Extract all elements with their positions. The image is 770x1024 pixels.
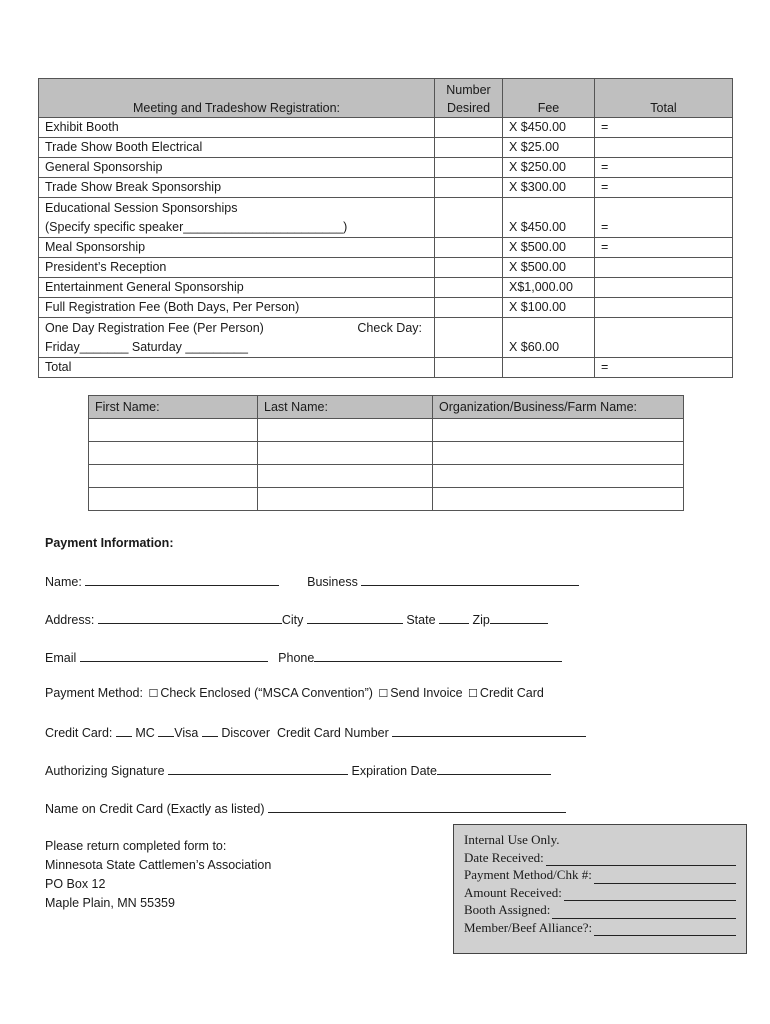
row-fee: X $450.00 [503, 198, 595, 238]
send-invoice-label: Send Invoice [390, 686, 463, 700]
last-name-cell[interactable] [258, 442, 433, 465]
payment-method-label: Payment Method: [45, 686, 143, 700]
internal-row [464, 866, 736, 884]
return-address [45, 837, 271, 913]
number-desired-cell[interactable] [435, 318, 503, 358]
expiration-field[interactable] [437, 762, 551, 775]
row-item: President’s Reception [39, 258, 435, 278]
payment-title: Payment Information: [45, 536, 174, 550]
booth-assigned-field[interactable] [552, 906, 736, 919]
email-field[interactable] [80, 649, 268, 662]
attendee-header-row [89, 396, 684, 419]
card-number-label: Credit Card Number [276, 726, 389, 740]
table-row [39, 238, 733, 258]
row-fee: X $500.00 [503, 238, 595, 258]
card-type-label: Credit Card: [45, 726, 113, 740]
last-name-cell[interactable] [258, 488, 433, 511]
city-field[interactable] [307, 611, 403, 624]
checkbox-icon[interactable]: ☐ [378, 688, 389, 700]
date-received-field[interactable] [546, 853, 736, 866]
payment-method-chk-label: Payment Method/Chk #: [464, 867, 592, 882]
table-row [89, 442, 684, 465]
internal-title [464, 831, 736, 849]
row-total[interactable]: = [595, 238, 733, 258]
internal-title-text: Internal Use Only. [464, 832, 560, 847]
booth-assigned-label: Booth Assigned: [464, 902, 551, 917]
row-item: Trade Show Booth Electrical [39, 138, 435, 158]
member-alliance-field[interactable] [594, 923, 736, 936]
row-item-line2: (Specify specific speaker_______________________) [45, 220, 348, 234]
name-label: Name: [45, 575, 82, 589]
number-desired-cell[interactable] [435, 238, 503, 258]
return-line: PO Box 12 [45, 877, 106, 891]
row-fee: X$1,000.00 [503, 278, 595, 298]
mc-label: MC [135, 726, 155, 740]
row-item: Meal Sponsorship [39, 238, 435, 258]
visa-field[interactable] [158, 724, 174, 737]
row-item [39, 198, 435, 238]
row-fee [503, 358, 595, 378]
business-field[interactable] [361, 573, 579, 586]
table-row [39, 118, 733, 138]
last-name-cell[interactable] [258, 465, 433, 488]
internal-row [464, 884, 736, 902]
table-row [39, 198, 733, 238]
internal-row [464, 849, 736, 867]
zip-field[interactable] [490, 611, 548, 624]
name-on-card-line [45, 800, 566, 816]
row-item: Full Registration Fee (Both Days, Per Person) [39, 298, 435, 318]
internal-row [464, 919, 736, 937]
row-item [39, 318, 435, 358]
one-day-label: One Day Registration Fee (Per Person) [45, 321, 264, 335]
organization-cell[interactable] [433, 488, 684, 511]
card-number-field[interactable] [392, 724, 586, 737]
mc-field[interactable] [116, 724, 132, 737]
visa-label: Visa [174, 726, 199, 740]
name-business-line [45, 573, 579, 589]
auth-signature-label: Authorizing Signature [45, 764, 165, 778]
state-field[interactable] [439, 611, 469, 624]
date-received-label: Date Received: [464, 849, 544, 865]
first-name-cell[interactable] [89, 419, 258, 442]
row-total[interactable]: = [595, 118, 733, 138]
internal-use-box [453, 824, 747, 954]
name-on-card-label: Name on Credit Card (Exactly as listed) [45, 802, 265, 816]
table-row [39, 258, 733, 278]
number-desired-cell[interactable] [435, 198, 503, 238]
row-total[interactable]: = [595, 178, 733, 198]
organization-cell[interactable] [433, 465, 684, 488]
checkbox-icon[interactable]: ☐ [148, 688, 159, 700]
table-row [89, 465, 684, 488]
row-total[interactable] [595, 278, 733, 298]
number-desired-cell[interactable] [435, 118, 503, 138]
header-number-desired: Number Desired [435, 79, 503, 118]
expiration-label: Expiration Date [351, 764, 437, 778]
header-first-name: First Name: [89, 396, 258, 419]
check-day-label: Check Day: [357, 321, 422, 335]
table-row [39, 358, 733, 378]
number-desired-cell[interactable] [435, 258, 503, 278]
header-last-name: Last Name: [258, 396, 433, 419]
organization-cell[interactable] [433, 442, 684, 465]
return-line: Maple Plain, MN 55359 [45, 896, 175, 910]
zip-label: Zip [472, 613, 490, 627]
payment-method-chk-field[interactable] [594, 871, 736, 884]
table-row [39, 318, 733, 358]
table-row [39, 158, 733, 178]
header-item: Meeting and Tradeshow Registration: [39, 79, 435, 118]
last-name-cell[interactable] [258, 419, 433, 442]
row-item-line1: Educational Session Sponsorships [45, 201, 238, 215]
credit-card-label: Credit Card [479, 686, 544, 700]
attendee-table [88, 395, 684, 511]
name-on-card-field[interactable] [268, 800, 566, 813]
payment-method-line [45, 686, 544, 700]
number-desired-cell[interactable] [435, 358, 503, 378]
return-line: Please return completed form to: [45, 839, 227, 853]
registration-header-row [39, 79, 733, 118]
row-total[interactable] [595, 298, 733, 318]
discover-label: Discover [221, 726, 270, 740]
header-organization: Organization/Business/Farm Name: [433, 396, 684, 419]
header-fee: Fee [503, 79, 595, 118]
authorization-line [45, 762, 551, 778]
row-fee: X $25.00 [503, 138, 595, 158]
email-label: Email [45, 651, 77, 665]
table-row [39, 298, 733, 318]
credit-card-line [45, 724, 586, 740]
first-name-cell[interactable] [89, 442, 258, 465]
row-item: Exhibit Booth [39, 118, 435, 138]
row-total[interactable]: = [595, 358, 733, 378]
row-total[interactable] [595, 258, 733, 278]
table-row [89, 488, 684, 511]
row-item: Total [39, 358, 435, 378]
name-field[interactable] [85, 573, 279, 586]
internal-row [464, 901, 736, 919]
row-item-line2[interactable]: Friday_______ Saturday _________ [45, 340, 248, 354]
header-total: Total [595, 79, 733, 118]
business-label: Business [307, 575, 358, 589]
table-row [39, 278, 733, 298]
phone-field[interactable] [314, 649, 562, 662]
first-name-cell[interactable] [89, 465, 258, 488]
row-item-line1 [45, 319, 434, 338]
row-total[interactable] [595, 318, 733, 358]
row-total[interactable] [595, 138, 733, 158]
phone-label: Phone [278, 651, 315, 665]
address-line [45, 611, 548, 627]
row-total[interactable]: = [595, 198, 733, 238]
number-desired-cell[interactable] [435, 278, 503, 298]
row-fee: X $450.00 [503, 118, 595, 138]
registration-table [38, 78, 733, 378]
row-total[interactable]: = [595, 158, 733, 178]
number-desired-cell[interactable] [435, 138, 503, 158]
row-item: Trade Show Break Sponsorship [39, 178, 435, 198]
row-fee: X $250.00 [503, 158, 595, 178]
checkbox-icon[interactable]: ☐ [468, 688, 478, 700]
auth-signature-field[interactable] [168, 762, 348, 775]
row-item: Entertainment General Sponsorship [39, 278, 435, 298]
organization-cell[interactable] [433, 419, 684, 442]
row-fee: X $100.00 [503, 298, 595, 318]
email-phone-line [45, 649, 562, 665]
city-label: City [281, 613, 304, 627]
number-desired-cell[interactable] [435, 178, 503, 198]
return-line: Minnesota State Cattlemen’s Association [45, 858, 272, 872]
first-name-cell[interactable] [89, 488, 258, 511]
table-row [39, 178, 733, 198]
member-alliance-label: Member/Beef Alliance?: [464, 919, 593, 935]
state-label: State [406, 613, 436, 627]
number-desired-cell[interactable] [435, 298, 503, 318]
row-fee: X $60.00 [503, 318, 595, 358]
row-item: General Sponsorship [39, 158, 435, 178]
check-enclosed-label: Check Enclosed (“MSCA Convention”) [160, 686, 373, 700]
row-fee: X $300.00 [503, 178, 595, 198]
table-row [89, 419, 684, 442]
amount-received-label: Amount Received: [464, 884, 562, 900]
amount-received-field[interactable] [564, 888, 736, 901]
number-desired-cell[interactable] [435, 158, 503, 178]
address-label: Address: [45, 613, 95, 627]
table-row [39, 138, 733, 158]
address-field[interactable] [98, 611, 282, 624]
discover-field[interactable] [202, 724, 218, 737]
row-fee: X $500.00 [503, 258, 595, 278]
